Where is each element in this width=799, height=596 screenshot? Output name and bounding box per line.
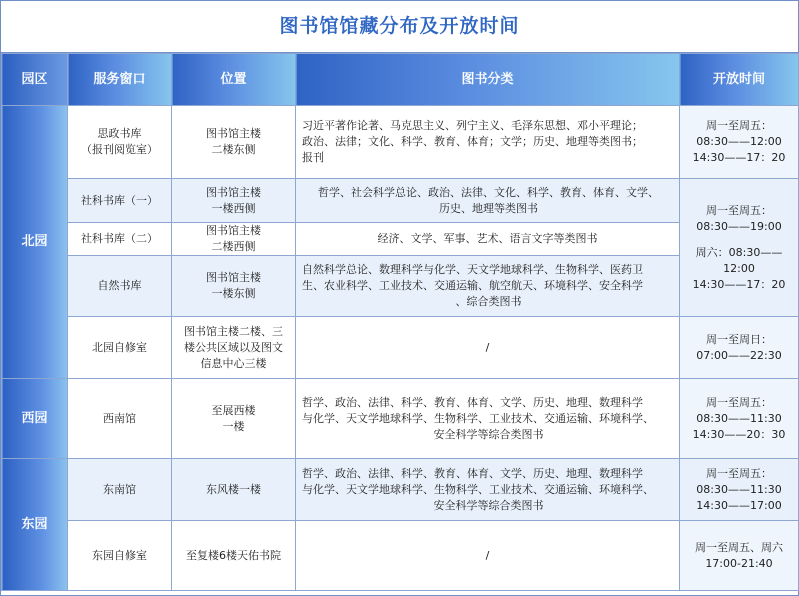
campus-north: 北园 (2, 106, 68, 379)
category-cell: 哲学、政治、法律、科学、教育、体育、文学、历史、地理、数理科学 与化学、天文学地球科学、生物科学、工业技术、交通运输、环境科学、 安全科学等综合类图书 (296, 459, 680, 521)
category-cell: / (296, 317, 680, 379)
category-cell: 自然科学总论、数理科学与化学、天文学地球科学、生物科学、医药卫 生、农业科学、工业技术、交通运输、航空航天、环境科学、安全科学 、综合类图书 (296, 256, 680, 317)
window-cell: 社科书库（一） (68, 179, 172, 223)
header-window: 服务窗口 (68, 54, 172, 106)
hours-cell: 周一至周五： 08:30——11:30 14:30——20：30 (680, 379, 799, 459)
category-cell: 经济、文学、军事、艺术、语言文字等类图书 (296, 223, 680, 256)
collection-table (1, 53, 799, 591)
table-row (2, 223, 799, 256)
window-cell: 东园自修室 (68, 521, 172, 591)
hours-cell-shared: 周一至周五： 08:30——19:00 周六：08:30—— 12:00 14:30——17：20 (680, 179, 799, 317)
table-row (2, 459, 799, 521)
header-hours: 开放时间 (680, 54, 799, 106)
location-cell: 图书馆主楼 一楼东侧 (172, 256, 296, 317)
window-cell: 自然书库 (68, 256, 172, 317)
table-header-row (2, 54, 799, 106)
category-cell: 哲学、政治、法律、科学、教育、体育、文学、历史、地理、数理科学 与化学、天文学地球科学、生物科学、工业技术、交通运输、环境科学、 安全科学等综合类图书 (296, 379, 680, 459)
location-cell: 图书馆主楼 一楼西侧 (172, 179, 296, 223)
table-row (2, 521, 799, 591)
category-cell: / (296, 521, 680, 591)
window-cell: 东南馆 (68, 459, 172, 521)
document-title: 图书馆馆藏分布及开放时间 (1, 1, 798, 53)
location-cell: 图书馆主楼 二楼东侧 (172, 106, 296, 179)
header-category: 图书分类 (296, 54, 680, 106)
location-cell: 东风楼一楼 (172, 459, 296, 521)
campus-east: 东园 (2, 459, 68, 591)
hours-cell: 周一至周五： 08:30——11:30 14:30——17:00 (680, 459, 799, 521)
hours-cell: 周一至周五： 08:30——12:00 14:30——17：20 (680, 106, 799, 179)
header-campus: 园区 (2, 54, 68, 106)
category-cell: 哲学、社会科学总论、政治、法律、文化、科学、教育、体育、文学、 历史、地理等类图书 (296, 179, 680, 223)
table-row (2, 256, 799, 317)
table-row (2, 106, 799, 179)
window-cell: 北园自修室 (68, 317, 172, 379)
header-location: 位置 (172, 54, 296, 106)
window-cell: 西南馆 (68, 379, 172, 459)
table-row (2, 179, 799, 223)
hours-cell: 周一至周五、周六 17:00-21:40 (680, 521, 799, 591)
location-cell: 图书馆主楼二楼、三 楼公共区域以及图文 信息中心三楼 (172, 317, 296, 379)
table-row (2, 379, 799, 459)
window-cell: 思政书库 （报刊阅览室） (68, 106, 172, 179)
window-cell: 社科书库（二） (68, 223, 172, 256)
campus-west: 西园 (2, 379, 68, 459)
location-cell: 至复楼6楼天佑书院 (172, 521, 296, 591)
location-cell: 图书馆主楼 二楼西侧 (172, 223, 296, 256)
category-cell: 习近平著作论著、马克思主义、列宁主义、毛泽东思想、邓小平理论； 政治、法律；文化、科学、教育、体育；文学；历史、地理等类图书； 报刊 (296, 106, 680, 179)
table-row (2, 317, 799, 379)
location-cell: 至展西楼 一楼 (172, 379, 296, 459)
hours-cell: 周一至周日： 07:00——22:30 (680, 317, 799, 379)
